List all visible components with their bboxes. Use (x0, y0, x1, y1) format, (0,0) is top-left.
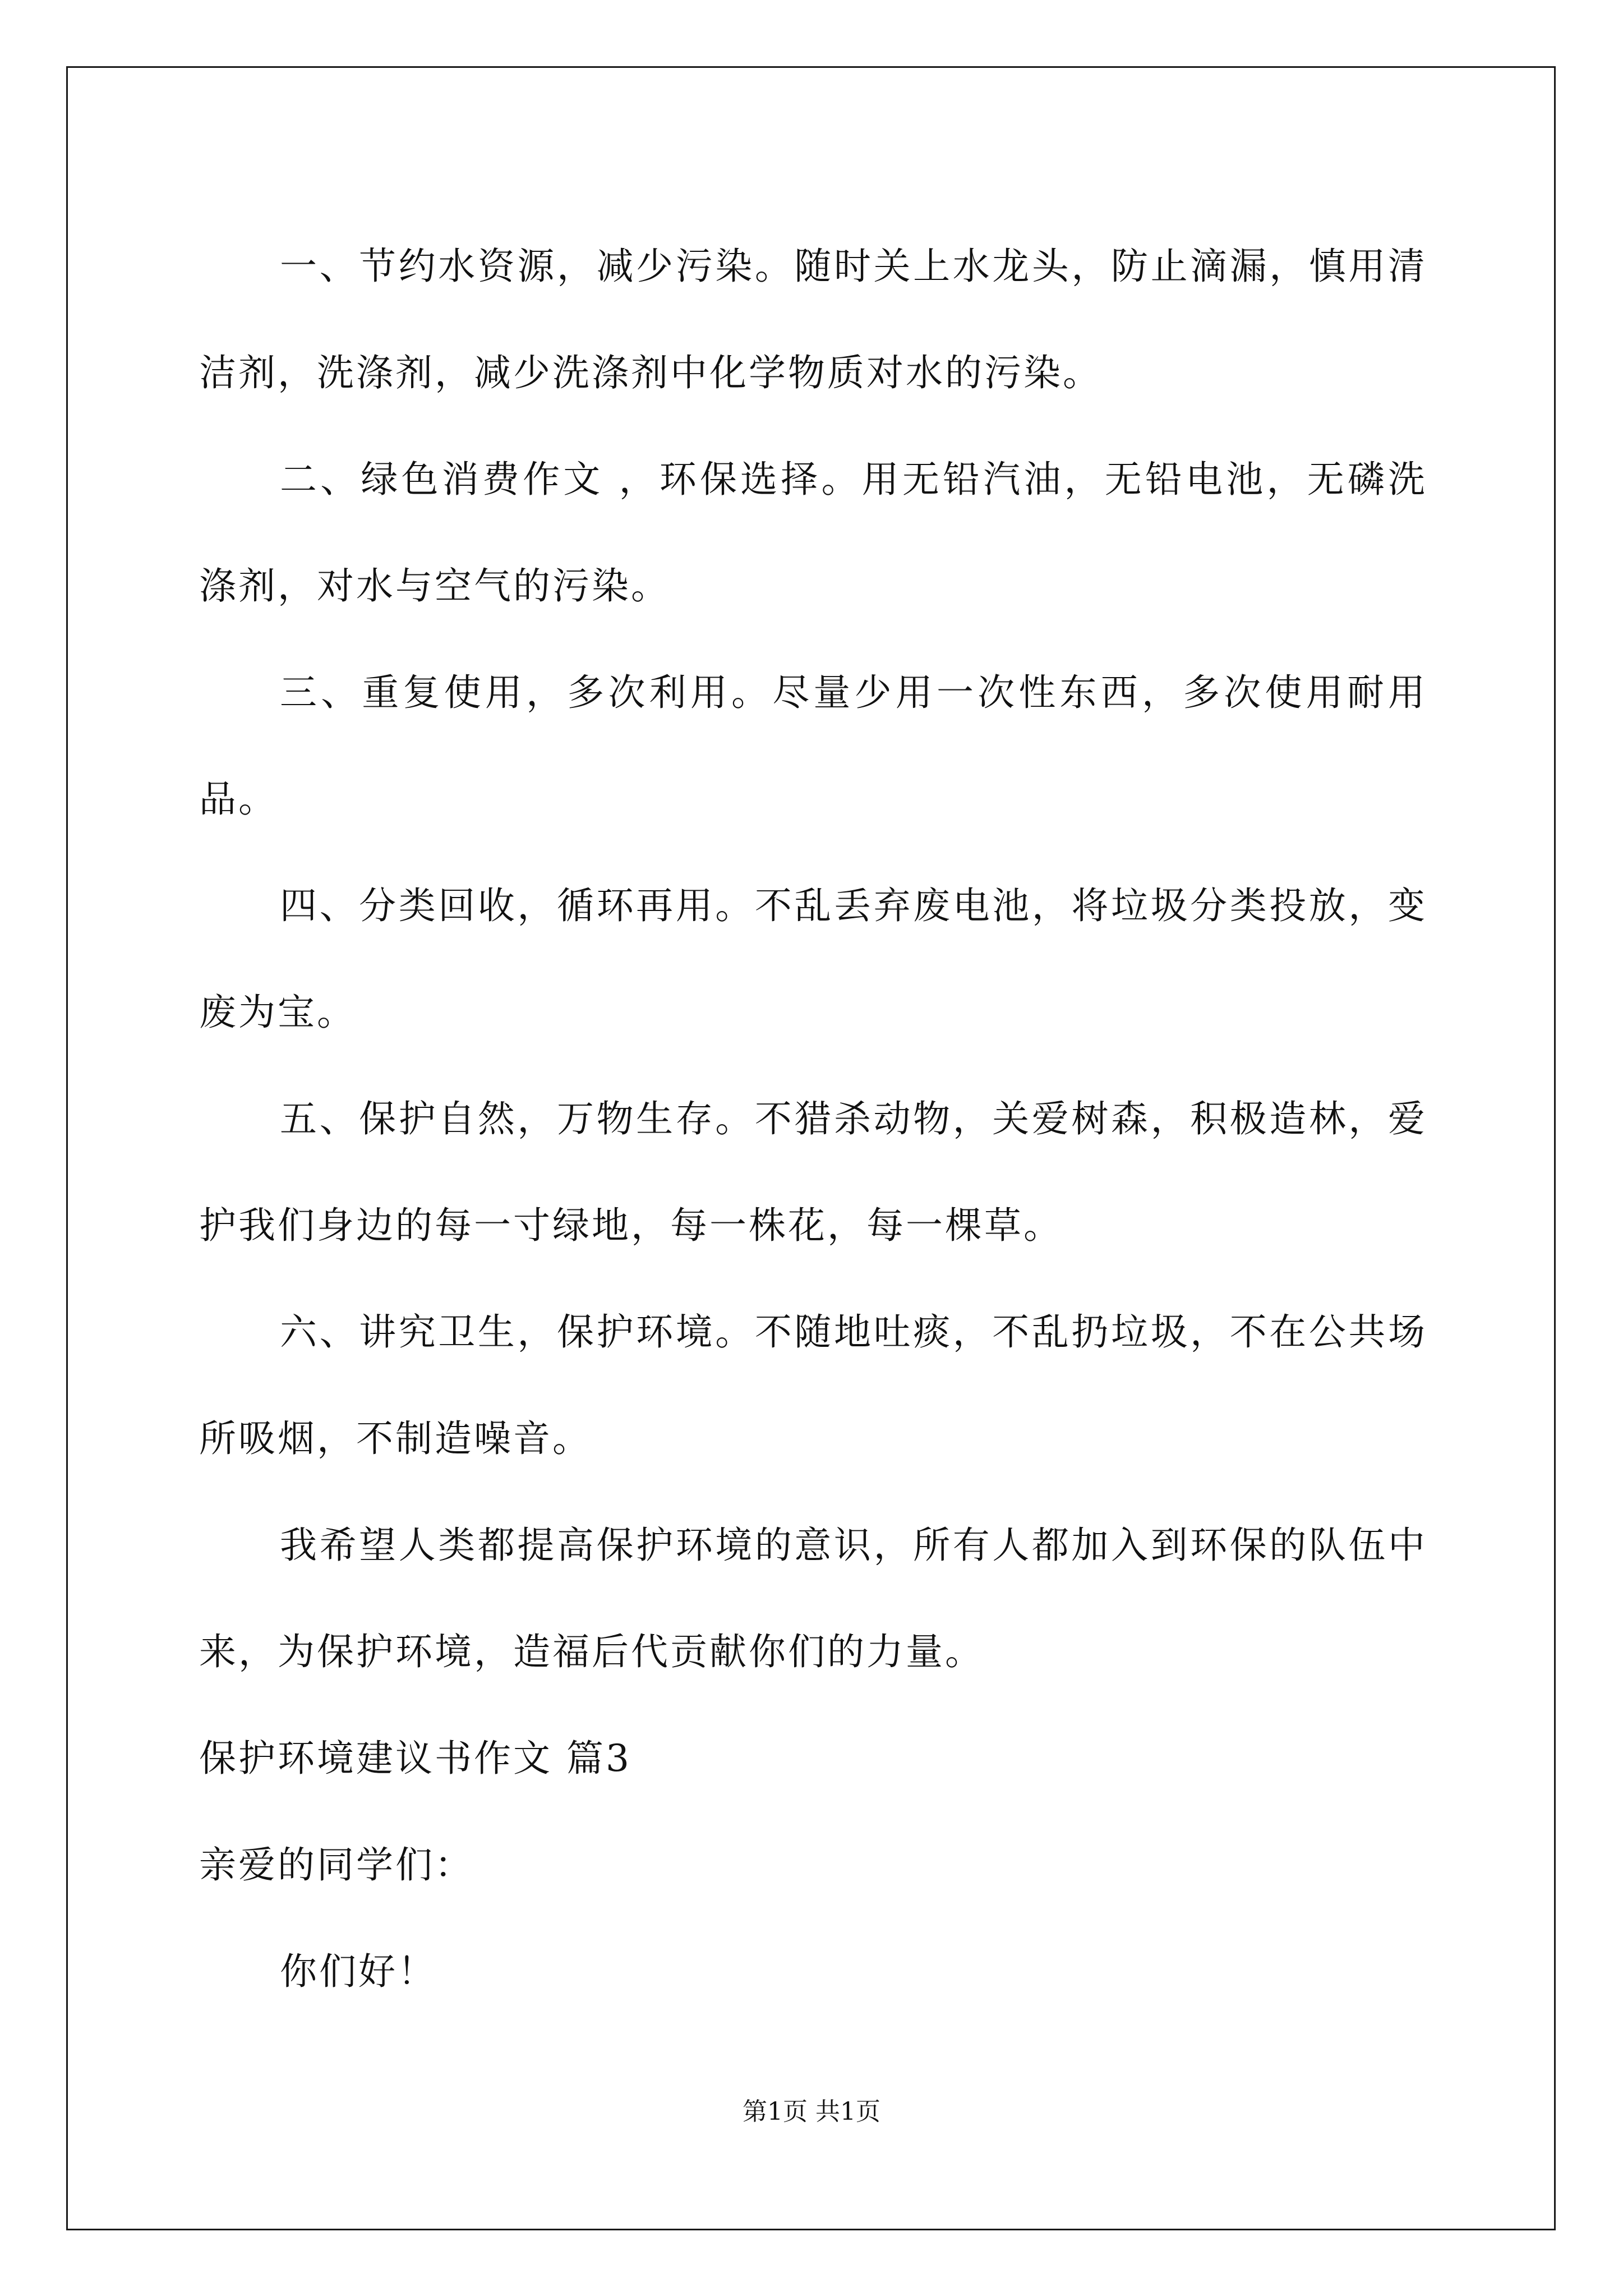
paragraph-7: 我希望人类都提高保护环境的意识，所有人都加入到环保的队伍中来，为保护环境，造福后代贡献你们的力量。 (199, 1524, 1427, 1673)
paragraph-1: 一、节约水资源，减少污染。随时关上水龙头，防止滴漏，慎用清洁剂，洗涤剂，减少洗涤剂中化学物质对水的污染。 (199, 245, 1427, 394)
section-title: 保护环境建议书作文 篇3 (199, 1737, 631, 1780)
document-body (199, 213, 1427, 2025)
paragraph-6: 六、讲究卫生，保护环境。不随地吐痰，不乱扔垃圾，不在公共场所吸烟，不制造噪音。 (199, 1310, 1427, 1460)
paragraph-2: 二、绿色消费作文 ，环保选择。用无铅汽油，无铅电池，无磷洗涤剂，对水与空气的污染。 (199, 458, 1427, 608)
salutation: 亲爱的同学们： (199, 1843, 474, 1887)
page-footer: 第1页 共1页 (743, 2097, 880, 2126)
paragraph-4: 四、分类回收，循环再用。不乱丢弃废电池，将垃圾分类投放，变废为宝。 (199, 884, 1427, 1034)
greeting: 你们好！ (280, 1950, 437, 1993)
paragraph-5: 五、保护自然，万物生存。不猎杀动物，关爱树森，积极造林，爱护我们身边的每一寸绿地，每一株花，每一棵草。 (199, 1097, 1427, 1247)
paragraph-3: 三、重复使用，多次利用。尽量少用一次性东西，多次使用耐用品。 (199, 671, 1427, 821)
